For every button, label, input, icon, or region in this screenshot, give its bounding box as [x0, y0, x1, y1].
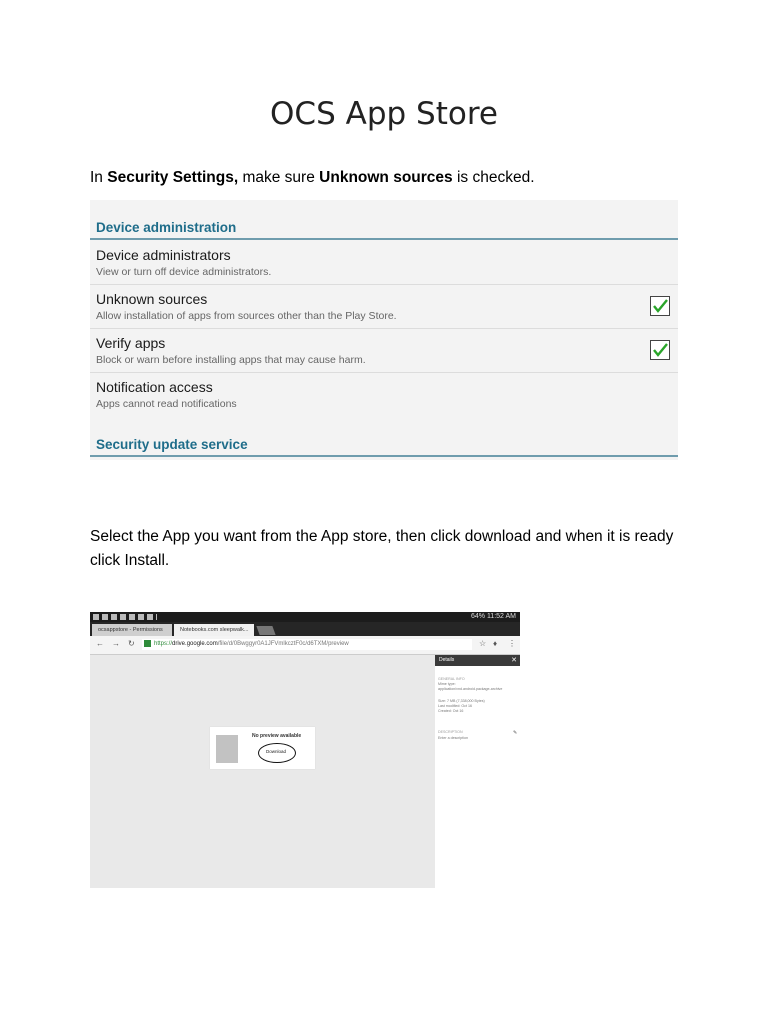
section-divider — [90, 455, 678, 457]
check-icon — [651, 297, 669, 315]
preview-area — [90, 655, 435, 888]
setting-notification-access-subtitle: Apps cannot read notifications — [96, 398, 237, 410]
tab-strip — [90, 622, 520, 636]
tab-ocsappstore[interactable]: ocsappstore - Permissions — [92, 624, 172, 636]
status-time: 11:52 AM — [486, 613, 516, 620]
address-bar — [90, 636, 520, 655]
section-security-update-service: Security update service — [96, 437, 248, 452]
row-divider — [90, 328, 678, 329]
status-right — [471, 612, 516, 622]
setting-device-administrators-subtitle: View or turn off device administrators. — [96, 266, 272, 278]
setting-unknown-sources-title[interactable]: Unknown sources — [96, 291, 208, 307]
notification-icons — [93, 614, 157, 620]
pencil-icon[interactable]: ✎ — [513, 730, 518, 736]
security-settings-emphasis: Security Settings, — [107, 169, 239, 186]
details-header: Details — [435, 655, 520, 666]
row-divider — [90, 284, 678, 285]
menu-icon[interactable]: ⋮ — [508, 639, 516, 648]
created-date: Created: Oct 16 — [438, 709, 464, 713]
check-icon — [651, 341, 669, 359]
page-title: OCS App Store — [270, 96, 498, 132]
setting-unknown-sources-subtitle: Allow installation of apps from sources other than the Play Store. — [96, 310, 397, 322]
section-device-administration: Device administration — [96, 220, 237, 235]
new-tab-button[interactable] — [256, 626, 275, 635]
download-button[interactable]: Download — [266, 749, 287, 754]
section-divider — [90, 238, 678, 240]
unknown-sources-emphasis: Unknown sources — [319, 169, 453, 186]
url-field[interactable]: https://drive.google.com/file/d/0Bwggyr0A1JFVmlkcztF0c/d6TXM/preview — [142, 639, 472, 650]
mime-value: application/vnd.android.package-archive — [438, 687, 503, 691]
setting-verify-apps-title[interactable]: Verify apps — [96, 335, 166, 351]
file-size: Size: 7 MB (7,338,000 Bytes) — [438, 699, 485, 703]
last-modified: Last modified: Oct 16 — [438, 704, 472, 708]
tab-notebooks[interactable]: Notebooks.com sleepwalk... — [174, 624, 254, 636]
back-icon[interactable]: ← — [96, 639, 104, 648]
general-info-label: GENERAL INFO — [438, 677, 465, 681]
forward-icon[interactable]: → — [112, 639, 120, 648]
mime-label: Mime type: — [438, 682, 456, 686]
security-settings-screenshot — [90, 200, 678, 460]
setting-verify-apps-subtitle: Block or warn before installing apps that may cause harm. — [96, 354, 366, 366]
battery-icon: 64% — [470, 613, 485, 620]
setting-notification-access-title[interactable]: Notification access — [96, 379, 213, 395]
close-icon[interactable]: ✕ — [511, 657, 517, 664]
star-icon[interactable]: ☆ — [479, 639, 487, 648]
browser-screenshot — [90, 612, 520, 888]
verify-apps-checkbox[interactable] — [650, 340, 670, 360]
row-divider — [90, 372, 678, 373]
lock-icon — [144, 640, 151, 647]
description-input[interactable]: Enter a description — [438, 736, 468, 740]
instruction-security: In Security Settings, make sure Unknown sources is checked. — [90, 169, 535, 186]
instruction-download: Select the App you want from the App store, then click download and when it is ready click Install. — [90, 528, 674, 569]
no-preview-card — [210, 727, 315, 769]
status-bar — [90, 612, 520, 622]
file-icon — [216, 735, 238, 763]
description-label: DESCRIPTION — [438, 730, 463, 734]
details-panel — [435, 655, 520, 888]
no-preview-text: No preview available — [252, 733, 302, 739]
setting-device-administrators-title[interactable]: Device administrators — [96, 247, 231, 263]
unknown-sources-checkbox[interactable] — [650, 296, 670, 316]
mic-icon[interactable]: ♦ — [493, 639, 498, 648]
reload-icon[interactable]: ↻ — [128, 639, 135, 648]
